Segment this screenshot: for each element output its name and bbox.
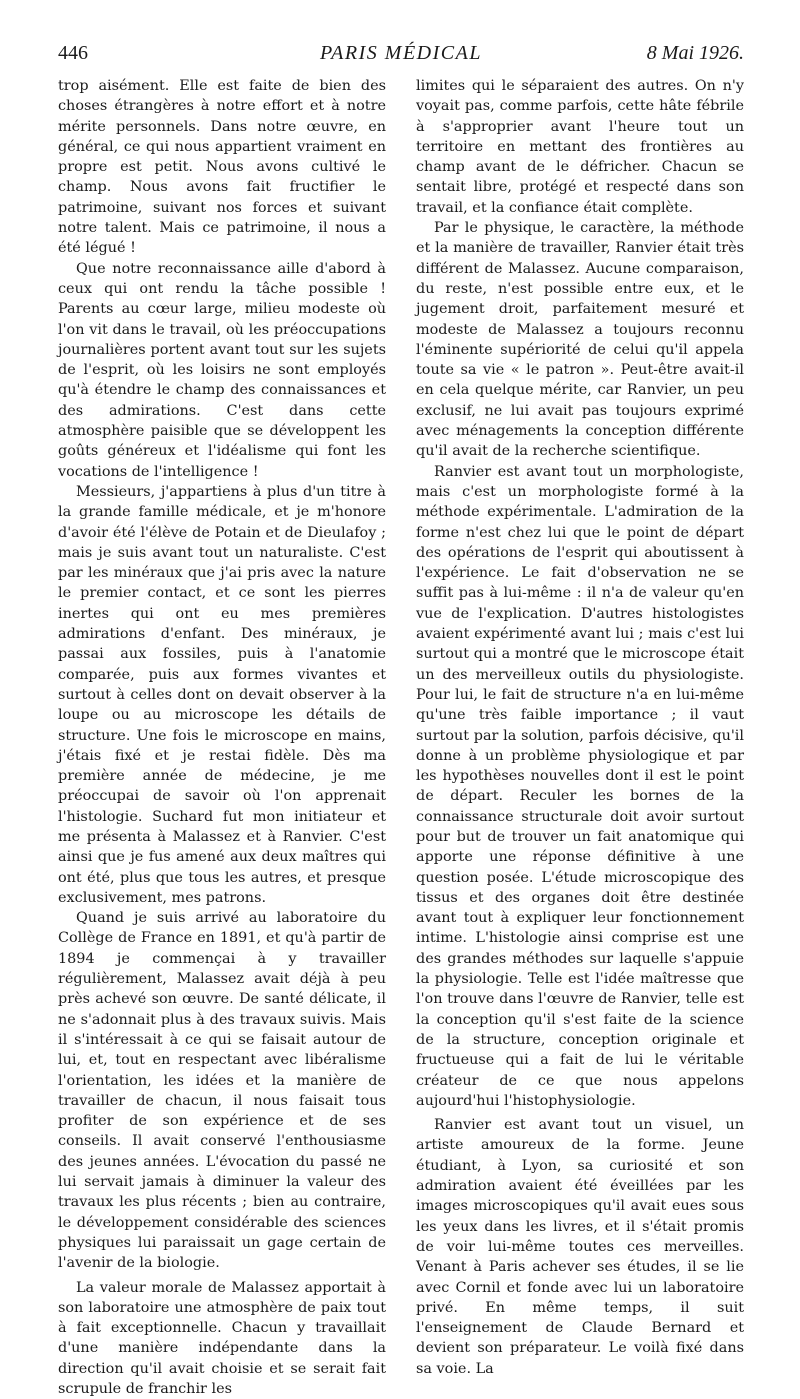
running-header bbox=[58, 40, 744, 70]
paragraph: La valeur morale de Malassez apportait à son laboratoire une atmosphère de paix tout à fait exceptionnelle. Chacun y travaillait d'une manière indépendante dans la direction qu'il avait choisie et se serait fait scrupule de franchir les bbox=[58, 1279, 386, 1397]
paragraph: Ranvier est avant tout un morphologiste, mais c'est un morphologiste formé à la méthode expérimentale. L'admiration de la forme n'est chez lui que le point de départ des opérations de l'esprit qui aboutissent à l'expérience. Le fait d'observation ne se suffit pas à lui-même : il n'a de valeur qu'en vue de l'explication. D'autres histologistes avaient expérimenté avant lui ; mais c'est lui surtout qui a montré que le microscope était un des merveilleux outils du physiologiste. Pour lui, le fait de structure n'a en lui-même qu'une très faible importance ; il vaut surtout par la solution, parfois décisive, qu'il donne à un problème physiologique et par les hypothèses nouvelles dont il est le point de départ. Reculer les bornes de la connaissance structurale doit avoir surtout pour but de trouver un fait anatomique qui apporte une réponse définitive à une question posée. L'étude microscopique des tissus et des organes doit être destinée avant tout à expliquer leur fonctionnement intime. L'histologie ainsi comprise est une des grandes méthodes sur laquelle s'appuie la physiologie. Telle est l'idée maîtresse que l'on trouve dans l'œuvre de Ranvier, telle est la conception qu'il s'est faite de la science de la structure, conception originale et fructueuse qui a fait de lui le véritable créateur de ce que nous appelons aujourd'hui l'histophysiologie. bbox=[416, 463, 744, 1109]
paragraph: Ranvier est avant tout un visuel, un artiste amoureux de la forme. Jeune étudiant, à Lyon, sa curiosité et son admiration avaient été éveillées par les images microscopiques qu'il avait eues sous les yeux dans les livres, et il s'était promis de voir lui-même toutes ces merveilles. Venant à Paris achever ses études, il se lie avec Cornil et fonde avec lui un laboratoire privé. En même temps, il suit l'enseignement de Claude Bernard et devient son préparateur. Le voilà fixé dans sa voie. La bbox=[416, 1117, 744, 1377]
left-column bbox=[58, 76, 386, 1399]
issue-date: 8 Mai 1926. bbox=[646, 42, 744, 64]
paragraph: Par le physique, le caractère, la méthode et la manière de travailler, Ranvier était très différent de Malassez. Aucune comparaison, du reste, n'est possible entre eux, et le jugement droit, parfaitement mesuré et modeste de Malassez a toujours reconnu l'éminente supériorité de celui qu'il appela toute sa vie « le patron ». Peut-être avait-il en cela quelque mérite, car Ranvier, un peu exclusif, ne lui avait pas toujours exprimé avec ménagements la conception différente qu'il avait de la recherche scientifique. bbox=[416, 220, 744, 460]
paragraph: Quand je suis arrivé au laboratoire du Collège de France en 1891, et qu'à partir de 1894 je commençai à y travailler régulièrement, Malassez avait déjà à peu près achevé son œuvre. De santé délicate, il ne s'adonnait plus à des travaux suivis. Mais il s'intéressait à ce qui se faisait autour de lui, et, tout en respectant avec libéralisme l'orientation, les idées et la manière de travailler de chacun, il nous faisait tous profiter de son expérience et de ses conseils. Il avait conservé l'enthousiasme des jeunes années. L'évocation du passé ne lui servait jamais à diminuer la valeur des travaux les plus récents ; bien au contraire, le développement considérable des sciences physiques lui paraissait un gage certain de l'avenir de la biologie. bbox=[58, 910, 386, 1272]
paragraph: limites qui le séparaient des autres. On n'y voyait pas, comme parfois, cette hâte fébrile à s'approprier avant l'heure tout un territoire en mettant des frontières au champ avant de le défricher. Chacun se sentait libre, protégé et respecté dans son travail, et la confiance était complète. bbox=[416, 78, 744, 216]
paragraph: trop aisément. Elle est faite de bien des choses étrangères à notre effort et à notre mérite personnels. Dans notre œuvre, en général, ce qui nous appartient vraiment en propre est petit. Nous avons cultivé le champ. Nous avons fait fructifier le patrimoine, suivant nos forces et suivant notre talent. Mais ce patrimoine, il nous a été légué ! bbox=[58, 78, 386, 257]
page-number: 446 bbox=[58, 42, 88, 64]
paragraph: Que notre reconnaissance aille d'abord à ceux qui ont rendu la tâche possible ! Parents au cœur large, milieu modeste où l'on vit dans le travail, où les préoccupations journalières portent avant tout sur les sujets de l'esprit, où les loisirs ne sont employés qu'à étendre le champ des connaissances et des admirations. C'est dans cette atmosphère paisible que se développent les goûts généreux et l'idéalisme qui font les vocations de l'intelligence ! bbox=[58, 260, 386, 480]
journal-title: PARIS MÉDICAL bbox=[320, 42, 482, 64]
text-columns bbox=[58, 76, 744, 1399]
paragraph: Messieurs, j'appartiens à plus d'un titre à la grande famille médicale, et je m'honore d'avoir été l'élève de Potain et de Dieulafoy ; mais je suis avant tout un naturaliste. C'est par les minéraux que j'ai pris avec la nature le premier contact, et ce sont les pierres inertes qui ont eu mes premières admirations d'enfant. Des minéraux, je passai aux fossiles, puis à l'anatomie comparée, puis aux formes vivantes et surtout à celles dont on devait observer à la loupe ou au microscope les détails de structure. Une fois le microscope en mains, j'étais fixé et je restai fidèle. Dès ma première année de médecine, je me préoccupai de savoir où l'on apprenait l'histologie. Suchard fut mon initiateur et me présenta à Malassez et à Ranvier. C'est ainsi que je fus amené aux deux maîtres qui ont été, plus que tous les autres, et presque exclusivement, mes patrons. bbox=[58, 483, 386, 906]
right-column bbox=[416, 76, 744, 1399]
